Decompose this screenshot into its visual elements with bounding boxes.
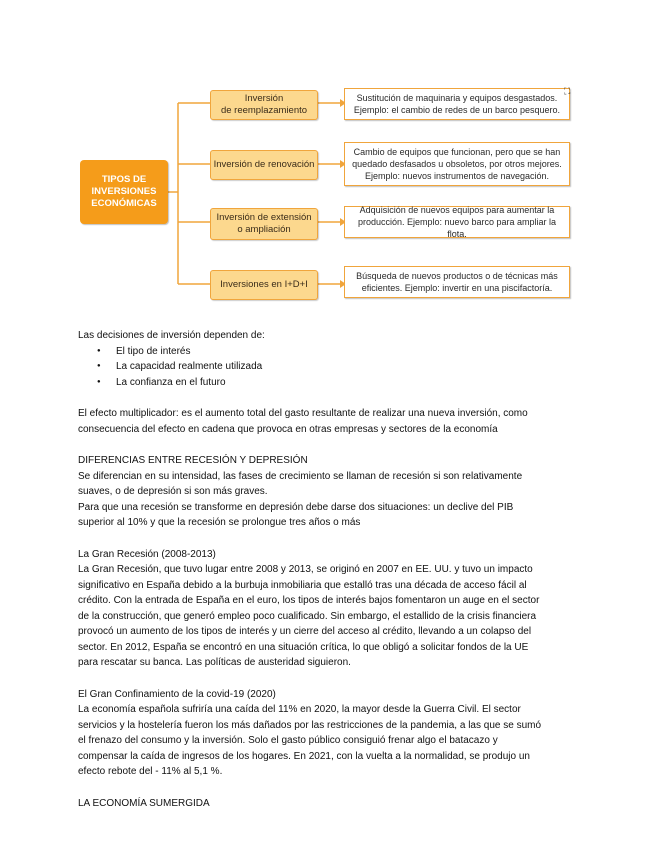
- description-box-extension: [344, 206, 570, 238]
- text-line: La economía española sufriría una caída del 11% en 2020, la mayor desde la Guerra Civil. El sector: [78, 704, 521, 715]
- category-label-line: de reemplazamiento: [220, 105, 308, 116]
- decisions-list: [78, 344, 588, 391]
- expand-icon[interactable]: ⛶: [564, 86, 571, 96]
- gran-recesion-paragraph: [78, 562, 588, 671]
- diferencias-paragraph: [78, 469, 588, 531]
- category-label-line: Inversiones en I+D+I: [220, 279, 308, 290]
- description-box-reemplazamiento: [344, 88, 570, 120]
- description-line: producción. Ejemplo: nuevo barco para ampliar la flota.: [357, 217, 557, 239]
- text-line: servicios y la hostelería fueron los más dañados por las restricciones de la pandemia, a las que se sumó: [78, 719, 542, 731]
- text-line: provocó un aumento de los tipos de interés y un cierre del acceso al crédito, llevando a un colapso del: [78, 626, 532, 637]
- text-line: el frenazo del consumo y la inversión. Solo el gasto público consiguió frenar algo el batacazo y: [78, 735, 498, 746]
- text-line: efecto rebote del - 11% al 5,1 %.: [78, 766, 223, 777]
- text-line: Para que una recesión se transforme en depresión debe darse dos situaciones: un declive del PIB: [78, 501, 514, 513]
- gran-confinamiento-paragraph: [78, 702, 588, 780]
- category-box-renovacion: [210, 150, 318, 180]
- description-box-renovacion: [344, 142, 570, 186]
- description-line: eficientes. Ejemplo: invertir en una piscifactoría.: [361, 283, 553, 293]
- text-line: para rescatar su banca. Las políticas de austeridad siguieron.: [78, 657, 351, 668]
- description-line: Ejemplo: el cambio de redes de un barco pesquero.: [353, 105, 561, 115]
- investment-types-diagram: [78, 84, 588, 306]
- description-line: Cambio de equipos que funcionan, pero que se han: [353, 147, 561, 157]
- document-body: [78, 328, 588, 811]
- description-box-idi: [344, 266, 570, 298]
- list-item: ● El tipo de interés: [78, 344, 588, 360]
- diagram-root-box: TIPOS DE INVERSIONES ECONÓMICAS: [80, 160, 168, 224]
- category-label-line: Inversión: [244, 93, 284, 104]
- text-line: de la construcción, que generó empleo poco cualificado. Sin embargo, el estallido de la crisis financiera: [78, 610, 537, 622]
- section-heading-gran-recesion: La Gran Recesión (2008-2013): [78, 548, 216, 560]
- category-box-idi: [210, 270, 318, 300]
- category-box-reemplazamiento: [210, 90, 318, 120]
- text-line: sector. En 2012, España se encontró en una situación crítica, lo que obligó a solicitar fondos de la UE: [78, 641, 529, 653]
- decisions-intro: Las decisiones de inversión dependen de:: [78, 330, 265, 341]
- text-line: La Gran Recesión, que tuvo lugar entre 2008 y 2013, se originó en 2007 en EE. UU. y tuvo un impacto: [78, 564, 533, 575]
- section-heading-gran-confinamiento: El Gran Confinamiento de la covid-19 (2020): [78, 688, 276, 700]
- section-heading-economia-sumergida: LA ECONOMÍA SUMERGIDA: [78, 797, 210, 809]
- list-item: ● La capacidad realmente utilizada: [78, 359, 588, 375]
- description-line: Sustitución de maquinaria y equipos desgastados.: [356, 93, 558, 103]
- description-line: Ejemplo: nuevos instrumentos de navegación.: [364, 171, 550, 181]
- description-line: Adquisición de nuevos equipos para aumentar la: [359, 205, 555, 215]
- category-label-line: Inversión de renovación: [213, 159, 315, 170]
- section-heading-diferencias: DIFERENCIAS ENTRE RECESIÓN Y DEPRESIÓN: [78, 455, 308, 466]
- category-label-line: Inversión de extensión: [216, 212, 312, 223]
- category-label-line: o ampliación: [237, 224, 291, 235]
- description-line: quedado desfasados u obsoletos, por otros mejores.: [352, 159, 562, 169]
- text-line: superior al 10% y que la recesión se prolongue tres años o más: [78, 517, 361, 528]
- text-line: Se diferencian en su intensidad, las fases de crecimiento se llaman de recesión si son relativamente: [78, 470, 523, 482]
- text-line: El efecto multiplicador: es el aumento total del gasto resultante de realizar una nueva inversión, como: [78, 408, 528, 419]
- text-line: significativo en España debido a la burbuja inmobiliaria que estalló tras una década de acceso fácil al: [78, 579, 527, 591]
- description-line: Búsqueda de nuevos productos o de técnicas más: [356, 271, 558, 281]
- text-line: suaves, o de depresión si son más graves.: [78, 486, 268, 497]
- text-line: compensar la caída de ingresos de los hogares. En 2021, con la vuelta a la normalidad, se produjo un: [78, 750, 530, 762]
- category-box-extension: [210, 208, 318, 240]
- text-line: crédito. Con la entrada de España en el euro, los tipos de interés bajos fomentaron un auge en el sector: [78, 595, 540, 606]
- text-line: consecuencia del efecto en cadena que provoca en otras empresas y sectores de la economía: [78, 423, 498, 435]
- multiplier-paragraph: [78, 406, 588, 437]
- list-item: ● La confianza en el futuro: [78, 375, 588, 391]
